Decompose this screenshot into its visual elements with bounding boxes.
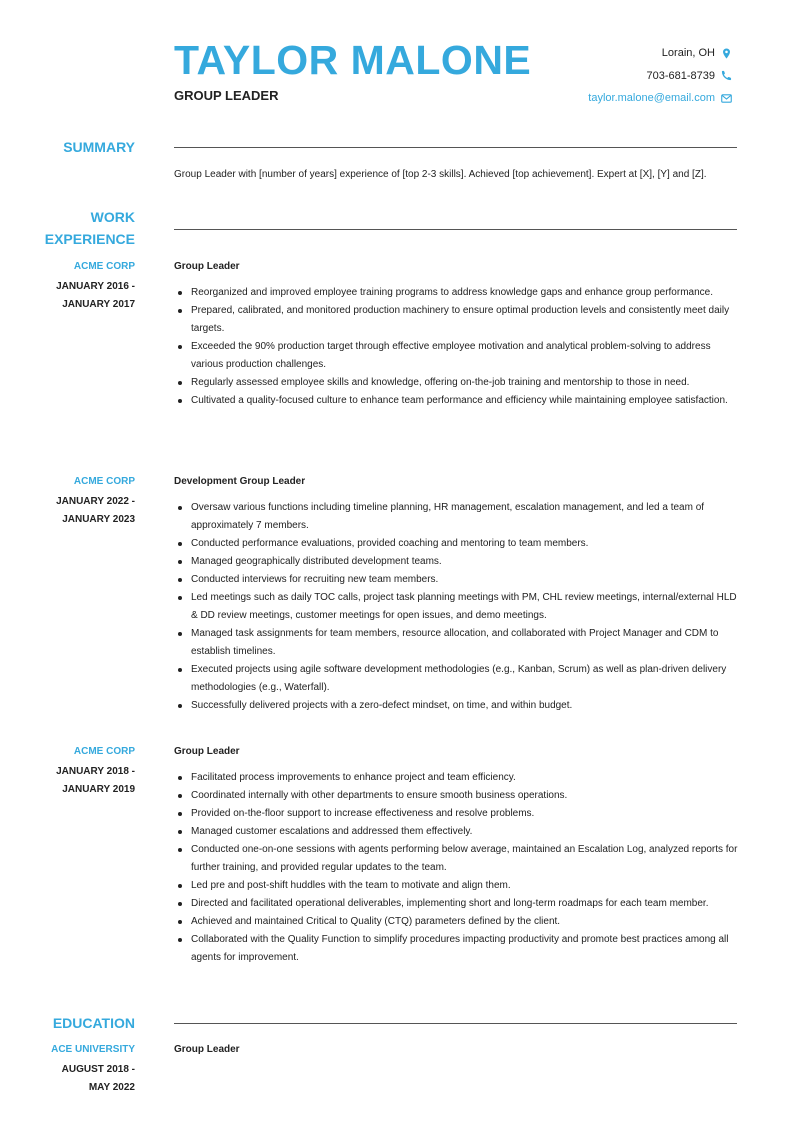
job-dates-end: JANUARY 2023 xyxy=(62,513,135,525)
education-dates xyxy=(0,1061,135,1096)
job-bullet: Managed customer escalations and addressed them effectively. xyxy=(174,823,740,841)
job-company: ACME CORP xyxy=(73,476,135,487)
candidate-role: GROUP LEADER xyxy=(174,88,279,103)
summary-text: Group Leader with [number of years] experience of [top 2-3 skills]. Achieved [top achievement]. Expert at [X], [Y] and [Z]. xyxy=(174,169,707,180)
work-divider xyxy=(174,229,737,230)
job-title: Group Leader xyxy=(174,746,240,757)
map-pin-icon xyxy=(721,48,732,59)
job-bullets xyxy=(174,499,740,715)
job-bullet: Directed and facilitated operational deliverables, implementing short and long-term roadmaps for each team member. xyxy=(174,895,740,913)
contact-block xyxy=(588,42,732,110)
contact-location xyxy=(588,42,732,65)
job-bullet: Conducted performance evaluations, provided coaching and mentoring to team members. xyxy=(174,535,740,553)
job-bullet: Coordinated internally with other departments to ensure smooth business operations. xyxy=(174,787,740,805)
job-bullet: Regularly assessed employee skills and knowledge, offering on-the-job training and mentorship to those in need. xyxy=(174,374,740,392)
education-title: Group Leader xyxy=(174,1044,240,1055)
job-dates xyxy=(0,278,135,313)
job-company: ACME CORP xyxy=(73,261,135,272)
job-dates-start: JANUARY 2018 - xyxy=(56,766,135,777)
summary-heading: SUMMARY xyxy=(63,139,135,155)
job-bullet: Conducted one-on-one sessions with agents performing below average, maintained an Escalation Log, analyzed reports for further training, and provided regular updates to the team. xyxy=(174,841,740,877)
contact-phone xyxy=(588,65,732,88)
job-bullets xyxy=(174,284,740,410)
job-dates-start: JANUARY 2016 - xyxy=(56,281,135,292)
education-divider xyxy=(174,1023,737,1024)
job-bullet: Led pre and post-shift huddles with the team to motivate and align them. xyxy=(174,877,740,895)
job-bullet: Oversaw various functions including timeline planning, HR management, escalation management, and led a team of approximately 7 members. xyxy=(174,499,740,535)
contact-email[interactable] xyxy=(588,87,732,110)
job-bullet: Led meetings such as daily TOC calls, project task planning meetings with PM, CHL review meetings, internal/external HLD & DD review meetings, customer meetings for open issues, and demo meetings. xyxy=(174,589,740,625)
job-dates-end: JANUARY 2019 xyxy=(62,783,135,795)
job-bullet: Collaborated with the Quality Function to simplify procedures impacting productivity and promote best practices among all agents for improvement. xyxy=(174,931,740,967)
education-dates-end: MAY 2022 xyxy=(88,1081,135,1093)
job-bullet: Managed geographically distributed development teams. xyxy=(174,553,740,571)
job-bullet: Provided on-the-floor support to increase effectiveness and resolve problems. xyxy=(174,805,740,823)
job-bullet: Prepared, calibrated, and monitored production machinery to ensure optimal production levels and consistently meet daily targets. xyxy=(174,302,740,338)
work-heading-line2: EXPERIENCE xyxy=(44,231,135,247)
phone-text: 703-681-8739 xyxy=(646,69,715,82)
job-bullet: Cultivated a quality-focused culture to enhance team performance and efficiency while maintaining employee satisfaction. xyxy=(174,392,740,410)
envelope-icon xyxy=(721,93,732,104)
job-company: ACME CORP xyxy=(73,746,135,757)
education-dates-start: AUGUST 2018 - xyxy=(61,1064,135,1075)
job-title: Group Leader xyxy=(174,261,240,272)
email-link[interactable]: taylor.malone@email.com xyxy=(588,92,715,105)
job-dates xyxy=(0,493,135,528)
work-heading xyxy=(0,206,135,250)
education-school: ACE UNIVERSITY xyxy=(51,1044,135,1055)
job-dates xyxy=(0,763,135,798)
job-title: Development Group Leader xyxy=(174,476,306,487)
work-heading-line1: WORK xyxy=(90,209,135,225)
job-bullets xyxy=(174,769,740,967)
job-bullet: Achieved and maintained Critical to Quality (CTQ) parameters defined by the client. xyxy=(174,913,740,931)
job-bullet: Exceeded the 90% production target through effective employee motivation and analytical problem-solving to address various production challenges. xyxy=(174,338,740,374)
summary-divider xyxy=(174,147,737,148)
job-bullet: Managed task assignments for team members, resource allocation, and collaborated with Project Manager and CDM to establish timelines. xyxy=(174,625,740,661)
job-bullet: Conducted interviews for recruiting new team members. xyxy=(174,571,740,589)
phone-icon xyxy=(721,70,732,81)
job-bullet: Reorganized and improved employee training programs to address knowledge gaps and enhance group performance. xyxy=(174,284,740,302)
candidate-name: TAYLOR MALONE xyxy=(174,37,532,83)
job-dates-start: JANUARY 2022 - xyxy=(56,496,135,507)
job-dates-end: JANUARY 2017 xyxy=(62,298,135,310)
location-text: Lorain, OH xyxy=(661,47,715,60)
education-heading: EDUCATION xyxy=(52,1015,135,1031)
job-bullet: Successfully delivered projects with a zero-defect mindset, on time, and within budget. xyxy=(174,697,740,715)
job-bullet: Executed projects using agile software development methodologies (e.g., Kanban, Scrum) as well as plan-driven delivery methodologies (e.g., Waterfall). xyxy=(174,661,740,697)
job-bullet: Facilitated process improvements to enhance project and team efficiency. xyxy=(174,769,740,787)
